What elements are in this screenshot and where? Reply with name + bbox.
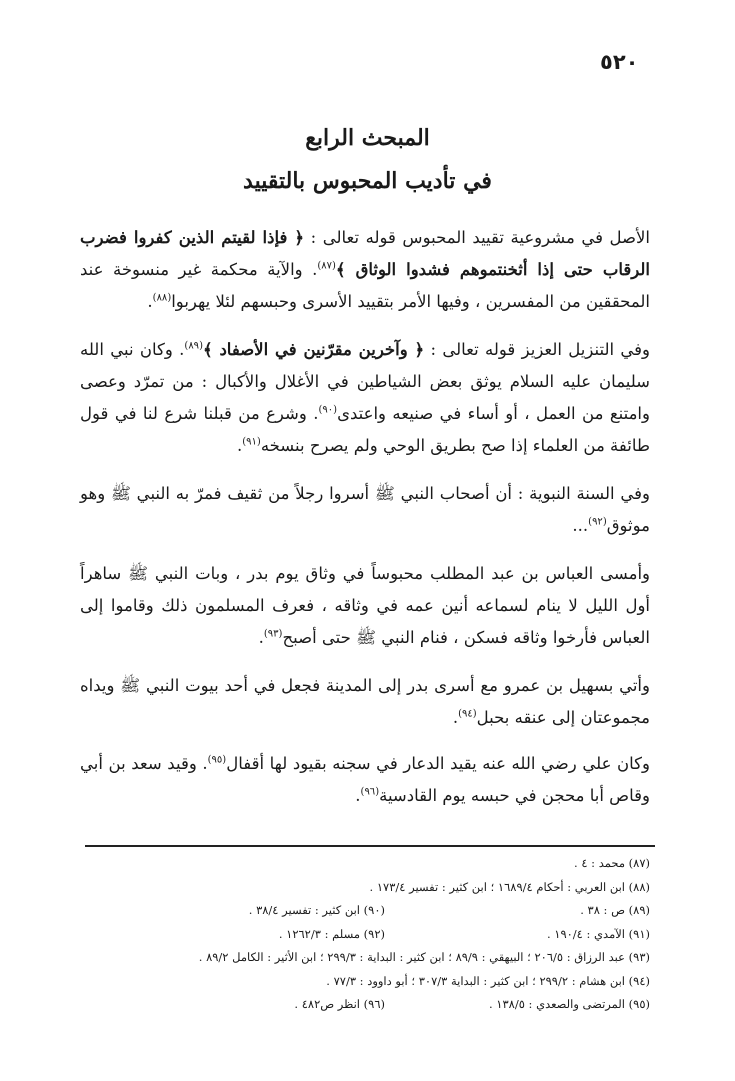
footnote-row (80, 899, 650, 923)
text: . وقيد سعد بن أبي وقاص أبا محجن في حبسه يوم القادسية (80, 754, 650, 805)
text: . (237, 436, 243, 455)
footnote-96: (٩٦) انظر ص٤٨٢ . (294, 997, 385, 1011)
text: . (355, 786, 361, 805)
footnote-87: (٨٧) محمد : ٤ . (574, 856, 650, 870)
quran-verse: ﴿ فإذا لقيتم الذين كفروا فضرب الرقاب حتى إذا أثخنتموهم فشدوا الوثاق ﴾ (80, 228, 650, 279)
paragraph-2 (80, 334, 650, 462)
footnote-89: (٨٩) ص : ٣٨ . (580, 903, 650, 917)
text: الأصل في مشروعية تقييد المحبوس قوله تعالى : (304, 228, 651, 247)
footnote-90: (٩٠) ابن كثير : تفسير ٣٨/٤ . (248, 903, 385, 917)
footnote-88: (٨٨) ابن العربي : أحكام ١٦٨٩/٤ ؛ ابن كثير : تفسير ١٧٣/٤ . (369, 879, 650, 894)
paragraph-6 (80, 748, 650, 812)
footnote-ref: (٨٧) (317, 260, 336, 272)
footnote-row (80, 946, 650, 970)
text: . (147, 292, 153, 311)
body-text (80, 222, 650, 828)
footnote-95: (٩٥) المرتضى والصعدي : ١٣٨/٥ . (488, 997, 650, 1011)
footnotes (80, 852, 650, 1017)
footnote-ref: (٩٤) (458, 708, 477, 720)
paragraph-1 (80, 222, 650, 318)
text: وأتي بسهيل بن عمرو مع أسرى بدر إلى المدينة فجعل في أحد بيوت النبي ﷺ ويداه مجموعتان إلى عنقه بحبل (80, 676, 650, 727)
paragraph-3 (80, 478, 650, 542)
footnote-92: (٩٢) مسلم : ١٢٦٢/٣ . (278, 926, 385, 941)
footnote-divider (85, 845, 655, 847)
footnote-row (80, 876, 650, 900)
footnote-94: (٩٤) ابن هشام : ٢٩٩/٢ ؛ ابن كثير : البداية ٣٠٧/٣ ؛ أبو داوود : ٧٧/٣ . (326, 973, 650, 988)
text: وأمسى العباس بن عبد المطلب محبوساً في وثاق يوم بدر ، وبات النبي ﷺ ساهراً أول الليل لا ينام لسماعه أنين عمه في وثاقه ، فعرف المسلمون ذلك وقاموا إلى العباس فأرخوا وثاقه فسكن ، فنام النبي ﷺ حتى أصبح (80, 564, 650, 647)
footnote-row (80, 970, 650, 994)
footnote-row (80, 993, 650, 1017)
section-heading: المبحث الرابع (305, 125, 430, 151)
text: . (258, 628, 264, 647)
footnote-ref: (٩٢) (588, 516, 607, 528)
footnote-ref: (٨٨) (152, 292, 172, 304)
footnote-ref: (٩٥) (207, 754, 227, 766)
text: وكان علي رضي الله عنه يقيد الدعار في سجنه بقيود لها أقفال (226, 754, 650, 773)
text: . وكان نبي الله سليمان عليه السلام يوثق بعض الشياطين في الأغلال والأكبال : من تمرّد وعصى وامتنع من العمل ، أو أساء في صنيعه واعتدى (80, 340, 650, 423)
footnote-93: (٩٣) عبد الرزاق : ٢٠٦/٥ ؛ البيهقي : ٨٩/٩ ؛ ابن كثير : البداية : ٢٩٩/٣ ؛ ابن الأثير : الكامل ٨٩/٢ . (198, 950, 650, 964)
footnote-ref: (٩٦) (360, 786, 380, 798)
text: . (452, 708, 459, 727)
text: ... (572, 516, 589, 535)
quran-verse: ﴿ وآخرين مقرّنين في الأصفاد ﴾ (202, 340, 425, 359)
footnote-ref: (٩١) (242, 436, 261, 448)
paragraph-5 (80, 670, 650, 734)
footnote-ref: (٩٠) (318, 404, 338, 416)
page-number: ٥٢٠ (600, 50, 639, 74)
footnote-ref: (٨٩) (184, 340, 203, 352)
footnote-91: (٩١) الآمدي : ١٩٠/٤ . (546, 926, 650, 941)
text: . وشرع من قبلنا شرع لنا في قول طائفة من العلماء إذا صح بطريق الوحي ولم يصرح بنسخه (80, 404, 650, 455)
text: . والآية محكمة غير منسوخة عند المحققين من المفسرين ، وفيها الأمر بتقييد الأسرى وحبسهم لئلا يهربوا (80, 260, 650, 311)
paragraph-4 (80, 558, 650, 654)
footnote-ref: (٩٣) (263, 628, 283, 640)
footnote-row (80, 852, 650, 876)
text: وفي التنزيل العزيز قوله تعالى : (424, 340, 650, 359)
text: وفي السنة النبوية : أن أصحاب النبي ﷺ أسروا رجلاً من ثقيف فمرّ به النبي ﷺ وهو موثوق (80, 484, 650, 535)
section-subheading: في تأديب المحبوس بالتقييد (243, 168, 492, 194)
footnote-row (80, 923, 650, 947)
